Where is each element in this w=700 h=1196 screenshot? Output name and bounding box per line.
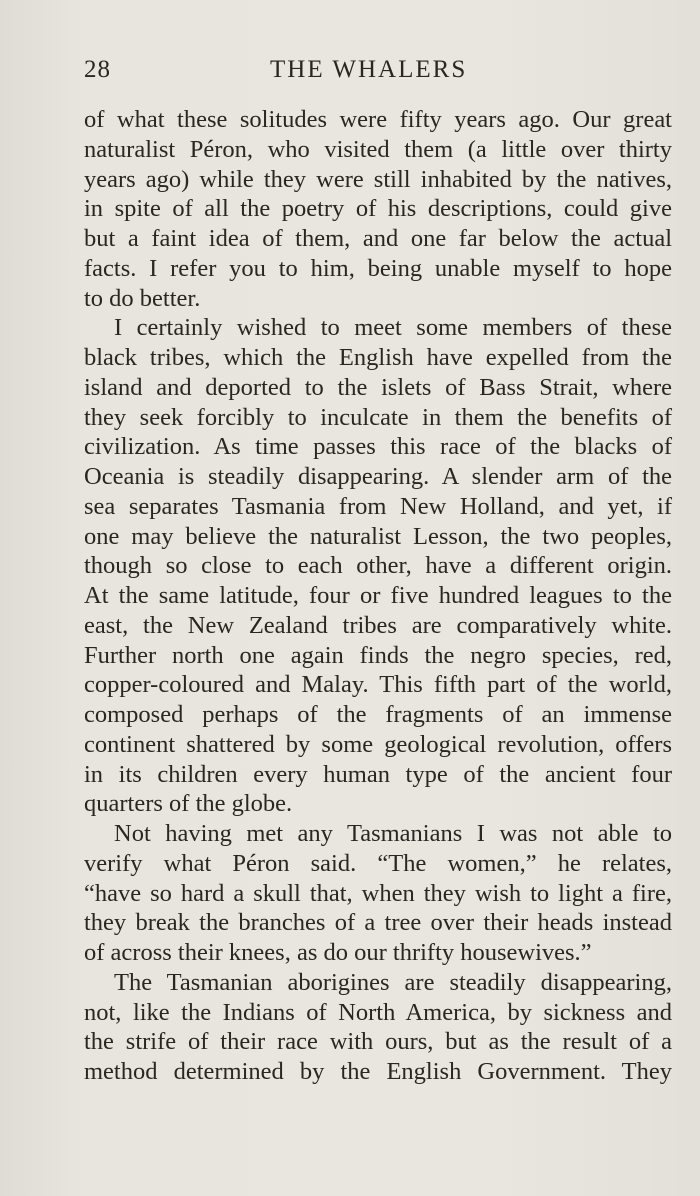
text-line: the strife of their race with ours, but as the result of a — [84, 1028, 672, 1056]
text-line: quarters of the globe. — [84, 790, 293, 818]
text-line: Oceania is steadily disappearing. A slender arm of the — [84, 463, 672, 490]
text-line: method determined by the English Government. They — [84, 1058, 672, 1085]
text-line: composed perhaps of the fragments of an immense — [84, 701, 672, 728]
text-line: east, the New Zealand tribes are comparatively white. — [84, 611, 672, 639]
text-line: Further north one again finds the negro species, red, — [84, 641, 672, 669]
running-title: THE WHALERS — [270, 56, 468, 83]
text-line: they seek forcibly to inculcate in them the benefits of — [84, 403, 672, 431]
text-line: continent shattered by some geological revolution, offers — [84, 730, 672, 758]
text-line: naturalist Péron, who visited them (a little over thirty — [84, 135, 672, 163]
text-line: verify what Péron said. “The women,” he relates, — [84, 849, 672, 877]
text-line: of across their knees, as do our thrifty housewives.” — [84, 939, 592, 966]
text-line: “have so hard a skull that, when they wish to light a fire, — [84, 879, 672, 907]
text-line: facts. I refer you to him, being unable myself to hope — [84, 254, 672, 282]
text-line: years ago) while they were still inhabited by the natives, — [84, 165, 672, 193]
text-line: in its children every human type of the ancient four — [84, 760, 672, 788]
text-line: sea separates Tasmania from New Holland, and yet, if — [84, 492, 672, 520]
text-line: of what these solitudes were fifty years ago. Our great — [84, 106, 672, 133]
text-line: but a faint idea of them, and one far below the actual — [84, 225, 672, 252]
text-line: At the same latitude, four or five hundred leagues to the — [84, 582, 672, 609]
text-line: not, like the Indians of North America, by sickness and — [84, 998, 672, 1026]
text-line: Not having met any Tasmanians I was not able to — [114, 820, 672, 847]
text-line: I certainly wished to meet some members of these — [114, 314, 672, 342]
text-line: civilization. As time passes this race of the blacks of — [84, 433, 672, 461]
page-header — [84, 56, 672, 96]
text-line: one may believe the naturalist Lesson, the two peoples, — [84, 522, 672, 550]
text-line: copper-coloured and Malay. This fifth part of the world, — [84, 671, 672, 699]
text-line: in spite of all the poetry of his descriptions, could give — [84, 195, 672, 223]
body-text — [84, 105, 672, 1087]
text-line: black tribes, which the English have expelled from the — [84, 344, 672, 371]
text-line: they break the branches of a tree over their heads instead — [84, 909, 672, 937]
text-line: The Tasmanian aborigines are steadily disappearing, — [114, 968, 672, 996]
page-number: 28 — [84, 56, 111, 83]
text-line: island and deported to the islets of Bass Strait, where — [84, 373, 672, 401]
text-line: though so close to each other, have a different origin. — [84, 552, 672, 580]
text-line: to do better. — [84, 284, 201, 312]
